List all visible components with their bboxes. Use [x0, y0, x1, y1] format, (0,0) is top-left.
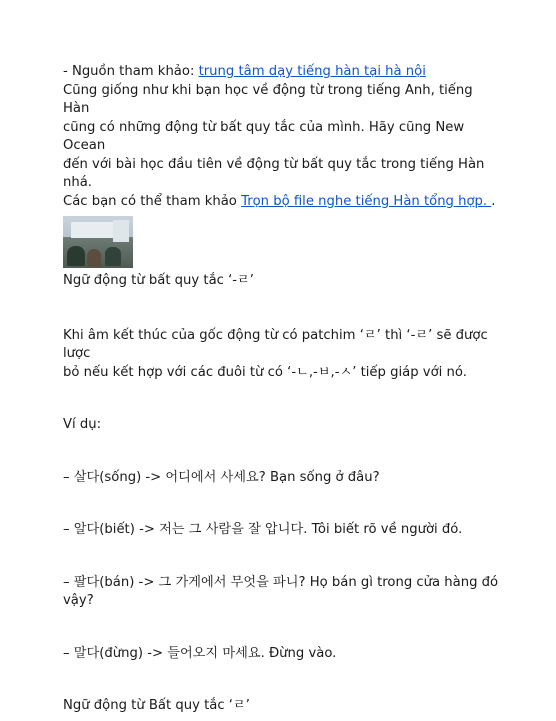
rule-line-2: bỏ nếu kết hợp với các đuôi từ có ‘-ㄴ,-ㅂ,-ㅅ’ tiếp giáp với nó. [63, 364, 467, 380]
reference-line [63, 193, 503, 212]
example-4: – 말다(đừng) -> 들어오지 마세요. Đừng vào. [63, 645, 337, 661]
classroom-photo-icon [63, 216, 133, 268]
document-page [63, 63, 503, 716]
intro-line-1: Cũng giống như khi bạn học về động từ trong tiếng Anh, tiếng Hàn [63, 82, 473, 116]
reference-link[interactable]: Trọn bộ file nghe tiếng Hàn tổng hợp. [241, 193, 492, 209]
example-3-cont: vậy? [63, 593, 94, 608]
example-2: – 알다(biết) -> 저는 그 사람을 잘 압니다. Tôi biết rõ về người đó. [63, 522, 463, 537]
intro-line-2: cũng có những động từ bất quy tắc của mình. Hãy cũng New Ocean [63, 119, 465, 153]
intro-line-3: đến với bài học đầu tiên về động từ bất quy tắc trong tiếng Hàn [63, 156, 485, 172]
source-link[interactable]: trung tâm dạy tiếng hàn tại hà nội [198, 64, 426, 79]
source-prefix: - Nguồn tham khảo: [63, 64, 199, 79]
section2-heading: Ngữ động từ Bất quy tắc ‘ㄹ’ [63, 698, 250, 713]
source-line [63, 63, 503, 82]
reference-suffix: . [491, 193, 496, 209]
rule-line-1: Khi âm kết thúc của gốc động từ có patchim ‘ㄹ’ thì ‘-ㄹ’ sẽ được lược [63, 327, 488, 361]
reference-prefix: Các bạn có thể tham khảo [63, 193, 242, 209]
intro-line-4: nhá. [63, 175, 92, 190]
example-1: – 살다(sống) -> 어디에서 사세요? Bạn sống ở đâu? [63, 469, 380, 485]
section1-heading: Ngữ động từ bất quy tắc ‘-ㄹ’ [63, 273, 254, 288]
example-3: – 팔다(bán) -> 그 가게에서 무엇을 파니? Họ bán gì trong cửa hàng đó [63, 574, 499, 590]
example-label: Ví dụ: [63, 417, 102, 432]
